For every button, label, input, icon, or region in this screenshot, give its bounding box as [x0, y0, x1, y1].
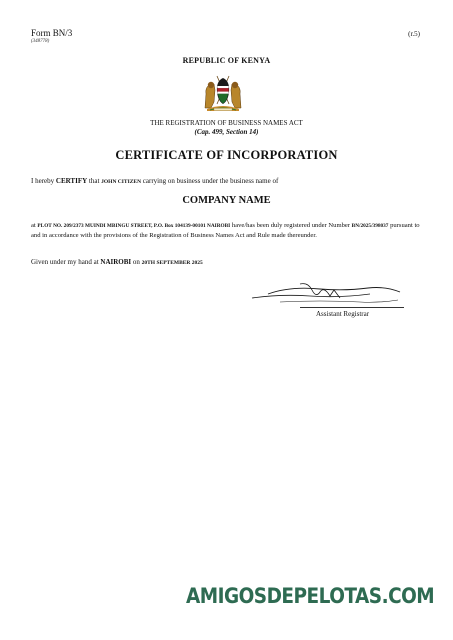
certify-line: I hereby CERTIFY that JOHN CITIZEN carrying on business under the business name of [31, 177, 279, 185]
act-chapter: (Cap. 499, Section 14) [194, 128, 259, 136]
signature-icon [250, 280, 405, 308]
business-address: MUINDI MBINGU STREET, P.O. Box 104139-00101 NAIROBI [83, 223, 231, 229]
form-number: Form BN/3 [31, 28, 73, 38]
act-title: THE REGISTRATION OF BUSINESS NAMES ACT [150, 119, 303, 127]
business-name: COMPANY NAME [182, 195, 271, 206]
signature-line [300, 307, 404, 308]
signatory-title: Assistant Registrar [316, 310, 370, 318]
rule-reference: (r.5) [408, 30, 420, 38]
republic-heading: REPUBLIC OF KENYA [182, 56, 271, 65]
registration-paragraph: at PLOT NO. 209/2373 MUINDI MBINGU STREET, P.O. Box 104139-00101 NAIROBI have/has been duly registered under Number BN/2025/398037 pursuant to and in accordance with the provisions of the Registration of Business Names Act and Rule made thereunder. [31, 222, 420, 240]
given-date: 20TH SEPTEMBER 2025 [141, 260, 203, 266]
certify-word: CERTIFY [55, 177, 88, 185]
given-place: NAIROBI [100, 258, 132, 266]
certificate-title: CERTIFICATE OF INCORPORATION [115, 148, 338, 162]
given-line: Given under my hand at NAIROBI on 20TH SEPTEMBER 2025 [31, 258, 203, 266]
registration-number: BN/2025/398037 [351, 223, 389, 229]
proprietor-name: JOHN CITIZEN [101, 179, 142, 185]
watermark: AMIGOSDEPELOTAS.COM [186, 584, 435, 608]
form-reference: (348778) [31, 39, 50, 44]
business-address-plot: PLOT NO. 209/2373 [37, 223, 84, 229]
coat-of-arms-icon [201, 72, 245, 112]
